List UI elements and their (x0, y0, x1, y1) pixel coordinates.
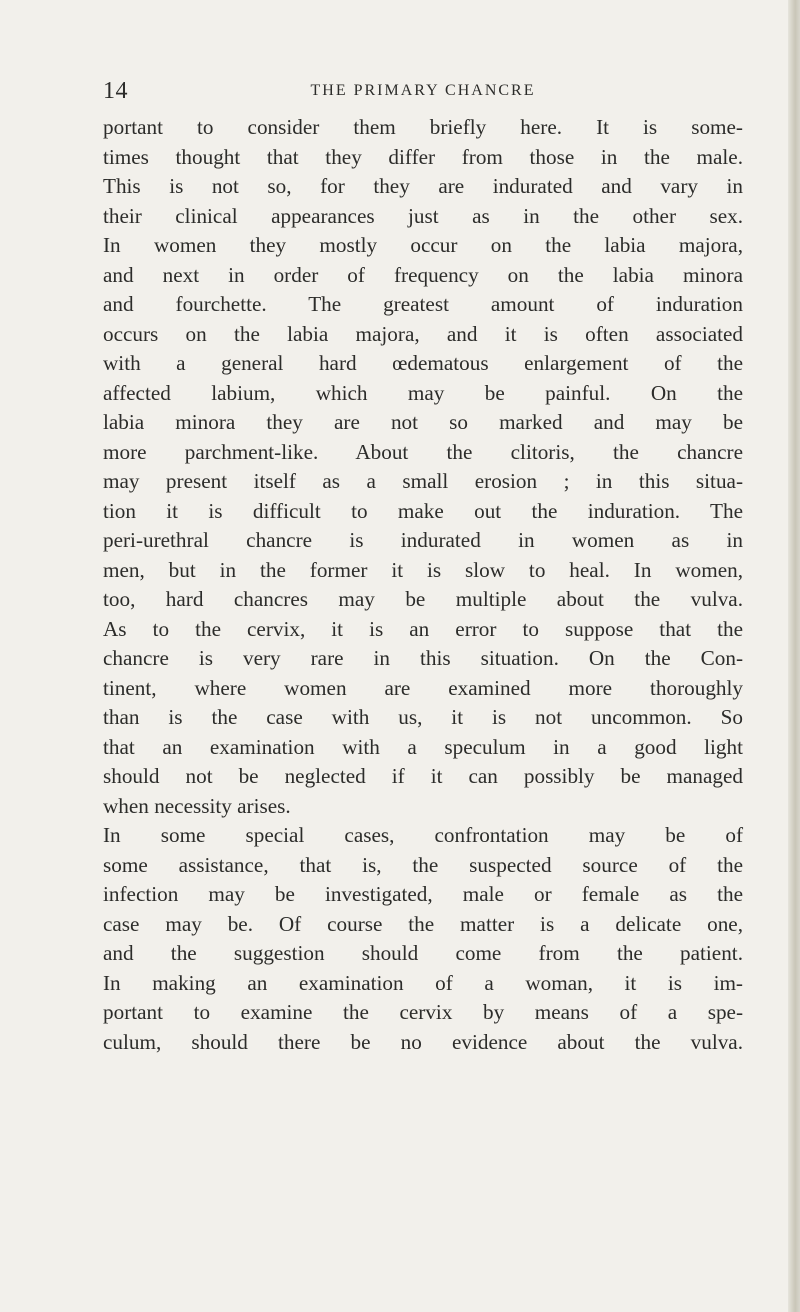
text-line: This is not so, for they are indurated and vary in (103, 174, 743, 198)
text-line: In women they mostly occur on the labia majora, (103, 233, 743, 257)
text-line: In some special cases, confrontation may be of (103, 823, 743, 847)
text-line: tinent, where women are examined more thoroughly (103, 675, 743, 700)
text-line: should not be neglected if it can possibly be managed (103, 764, 743, 788)
text-line: more parchment-like. About the clitoris, the chancre (103, 439, 743, 464)
text-line: tion it is difficult to make out the induration. The (103, 498, 743, 523)
text-line: case may be. Of course the matter is a delicate one, (103, 911, 743, 936)
text-line: chancre is very rare in this situation. On the Con- (103, 646, 743, 670)
text-line: portant to examine the cervix by means of a spe- (103, 1000, 743, 1024)
text-line: than is the case with us, it is not uncommon. So (103, 705, 743, 729)
text-line: too, hard chancres may be multiple about the vulva. (103, 587, 743, 611)
text-line: and the suggestion should come from the patient. (103, 941, 743, 965)
text-line: portant to consider them briefly here. It is some- (103, 115, 743, 139)
paragraph-1 (103, 113, 743, 821)
page-number: 14 (103, 78, 128, 104)
text-line: men, but in the former it is slow to heal. In women, (103, 557, 743, 582)
text-line: some assistance, that is, the suspected source of the (103, 852, 743, 877)
text-line: and next in order of frequency on the labia minora (103, 262, 743, 287)
text-line: affected labium, which may be painful. On the (103, 380, 743, 405)
text-line: times thought that they differ from those in the male. (103, 144, 743, 169)
text-line: their clinical appearances just as in the other sex. (103, 203, 743, 228)
text-line: infection may be investigated, male or female as the (103, 882, 743, 906)
page-header (103, 78, 743, 106)
body-text (103, 113, 743, 1057)
text-line: that an examination with a speculum in a good light (103, 734, 743, 759)
paragraph-2 (103, 821, 743, 1057)
text-line: may present itself as a small erosion ; in this situa- (103, 469, 743, 493)
text-line: peri-urethral chancre is indurated in women as in (103, 528, 743, 552)
text-line: labia minora they are not so marked and may be (103, 410, 743, 434)
text-line: culum, should there be no evidence about the vulva. (103, 1029, 743, 1054)
running-head: THE PRIMARY CHANCRE (310, 82, 536, 99)
text-line: As to the cervix, it is an error to suppose that the (103, 616, 743, 641)
text-line: and fourchette. The greatest amount of induration (103, 292, 743, 316)
text-line: when necessity arises. (103, 793, 291, 818)
text-line: with a general hard œdematous enlargement of the (103, 351, 743, 375)
page-edge (788, 0, 800, 1312)
text-line: In making an examination of a woman, it is im- (103, 970, 743, 995)
text-line: occurs on the labia majora, and it is often associated (103, 321, 743, 346)
